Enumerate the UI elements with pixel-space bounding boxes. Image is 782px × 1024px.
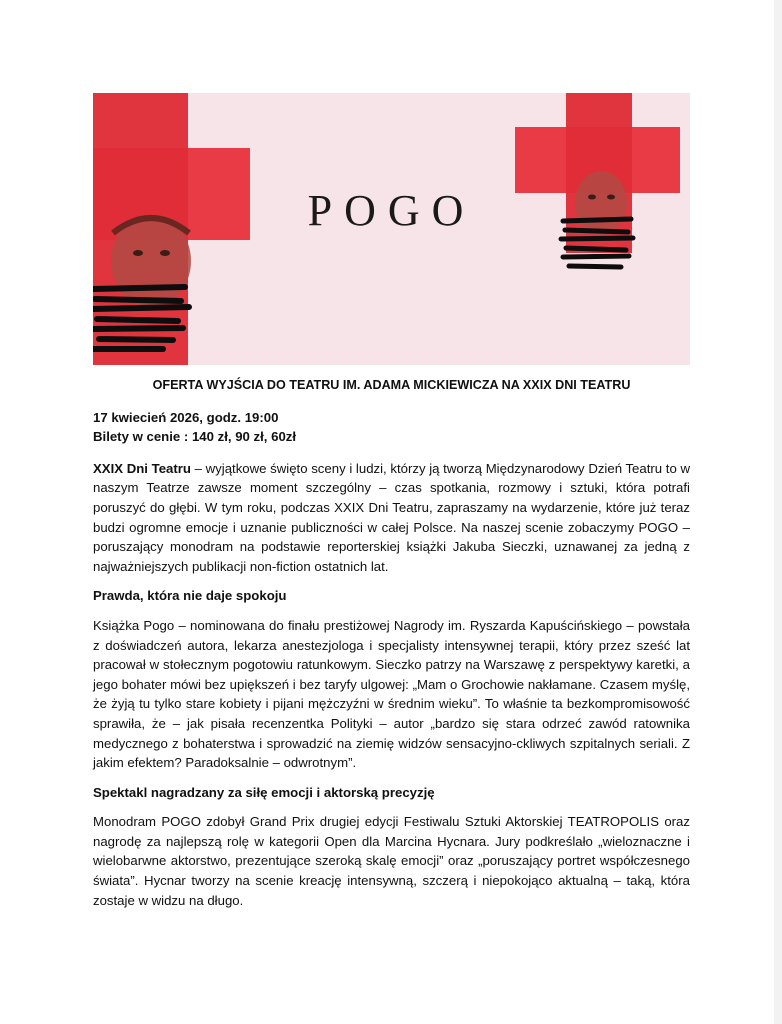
section-paragraph-truth: Książka Pogo – nominowana do finału prestiżowej Nagrody im. Ryszarda Kapuścińskiego – powstała z doświadczeń autora, lekarza anestezjologa i specjalisty intensywnej terapii, który przez sześć lat pracował w stołecznym pogotowiu ratunkowym. Sieczko patrzy na Warszawę z perspektywy karetki, a jego bohater mówi bez upiększeń i bez taryfy ulgowej: „Mam o Grochowie nakłamane. Czasem myślę, że żyją tu tylko stare kobiety i pijani mężczyźni w średnim wieku”. To właśnie ta bezkompromisowość sprawiła, że – jak pisała recenzentka Polityki – autor „bardzo się stara odrzeć zawód ratownika medycznego z bohaterstwa i sprowadzić na ziemię widzów sensacyjno-ckliwych szpitalnych seriali. Z jakim efektem? Paradoksalnie – odwrotnym”. — [93, 617, 690, 771]
poster-banner — [93, 93, 690, 365]
intro-paragraph — [93, 459, 690, 577]
event-date: 17 kwiecień 2026, godz. 19:00 — [93, 409, 279, 425]
section-heading-awards: Spektakl nagradzany za siłę emocji i aktorską precyzję — [93, 784, 435, 800]
event-meta — [93, 408, 690, 447]
intro-bold-lead: XXIX Dni Teatru — [93, 460, 191, 476]
intro-text: – wyjątkowe święto sceny i ludzi, którzy ją tworzą Międzynarodowy Dzień Teatru to w naszym Teatrze zawsze moment szczególny – czas spotkania, rozmowy i sztuki, która potrafi poruszyć do głębi. W tym roku, podczas XXIX Dni Teatru, zapraszamy na wydarzenie, które już teraz budzi ogromne emocje i uznanie publiczności w całej Polsce. Na naszej scenie zobaczymy POGO – poruszający monodram na podstawie reporterskiej książki Jakuba Sieczki, uznawanej za jedną z najważniejszych publikacji non-fiction ostatnich lat. — [93, 460, 690, 574]
section-heading-truth: Prawda, która nie daje spokoju — [93, 588, 287, 604]
document-body — [93, 376, 690, 920]
poster-title: POGO — [307, 186, 476, 235]
scrollbar-track[interactable] — [774, 0, 782, 1024]
ticket-prices: Bilety w cenie : 140 zł, 90 zł, 60zł — [93, 429, 297, 445]
section-paragraph-awards: Monodram POGO zdobył Grand Prix drugiej edycji Festiwalu Sztuki Aktorskiej TEATROPOLIS oraz nagrodę za najlepszą rolę w kategorii Open dla Marcina Hycnara. Jury podkreślało „wieloznaczne i wielobarwne aktorstwo, prezentujące szeroką skalę emocji” oraz „poruszający portret współczesnego świata”. Hycnar tworzy na scenie kreację intensywną, szczerą i niepokojąco aktualną – taką, która zostaje w widzu na długo. — [93, 814, 690, 908]
document-heading: OFERTA WYJŚCIA DO TEATRU IM. ADAMA MICKIEWICZA NA XXIX DNI TEATRU — [152, 378, 631, 392]
